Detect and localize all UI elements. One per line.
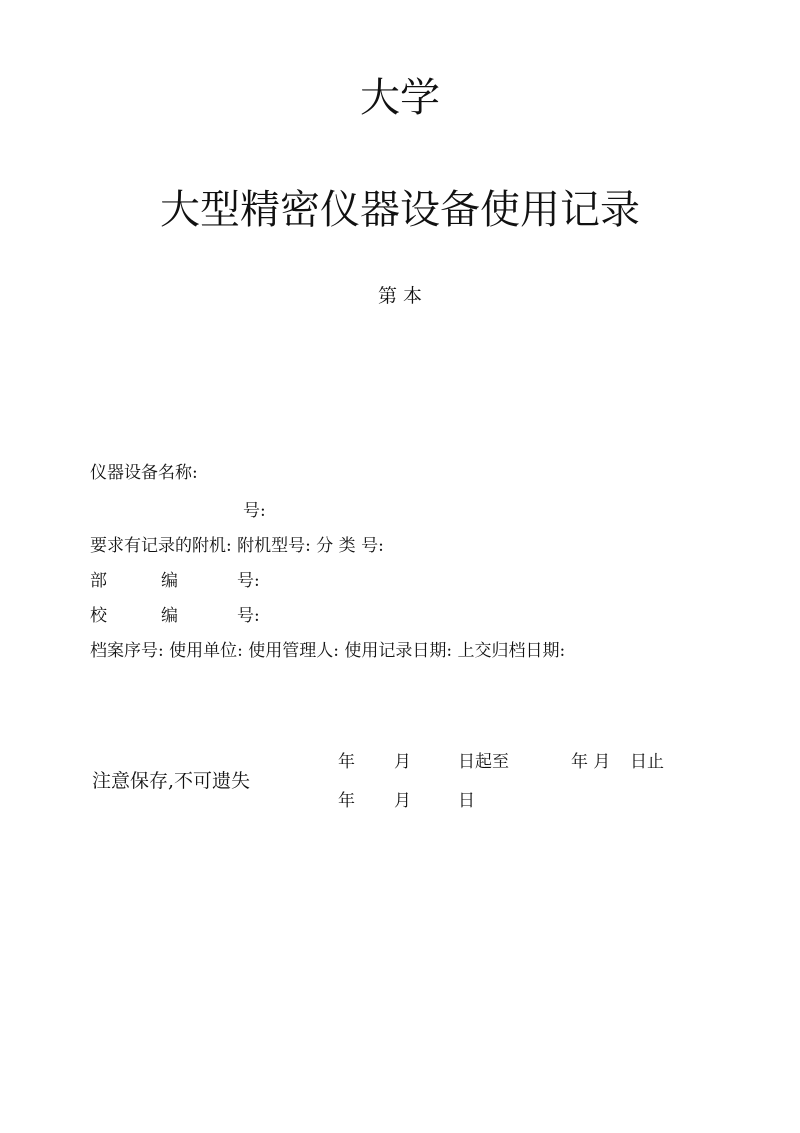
- row1-year-month-to: 年 月: [571, 752, 611, 772]
- document-title: 大型精密仪器设备使用记录: [160, 187, 640, 233]
- dept-number-char-3: 号:: [237, 571, 260, 591]
- archive-line: 档案序号: 使用单位: 使用管理人: 使用记录日期: 上交归档日期:: [90, 641, 566, 661]
- model-number-label: 号:: [243, 501, 266, 521]
- university-title: 大学: [360, 75, 440, 121]
- row2-day: 日: [458, 791, 475, 811]
- equipment-name-label: 仪器设备名称:: [90, 463, 198, 483]
- row2-month: 月: [394, 791, 411, 811]
- row2-year: 年: [338, 791, 355, 811]
- row1-month: 月: [394, 752, 411, 772]
- dept-number-char-1: 部: [90, 571, 107, 591]
- school-number-char-2: 编: [161, 606, 178, 626]
- volume-label: 第 本: [377, 285, 423, 307]
- school-number-char-1: 校: [90, 606, 107, 626]
- row1-year: 年: [338, 752, 355, 772]
- accessories-line: 要求有记录的附机: 附机型号: 分 类 号:: [90, 536, 384, 556]
- school-number-char-3: 号:: [237, 606, 260, 626]
- row1-day-to: 日止: [630, 752, 664, 772]
- preservation-notice: 注意保存,不可遗失: [92, 770, 251, 792]
- dept-number-char-2: 编: [161, 571, 178, 591]
- row1-day-from: 日起至: [458, 752, 509, 772]
